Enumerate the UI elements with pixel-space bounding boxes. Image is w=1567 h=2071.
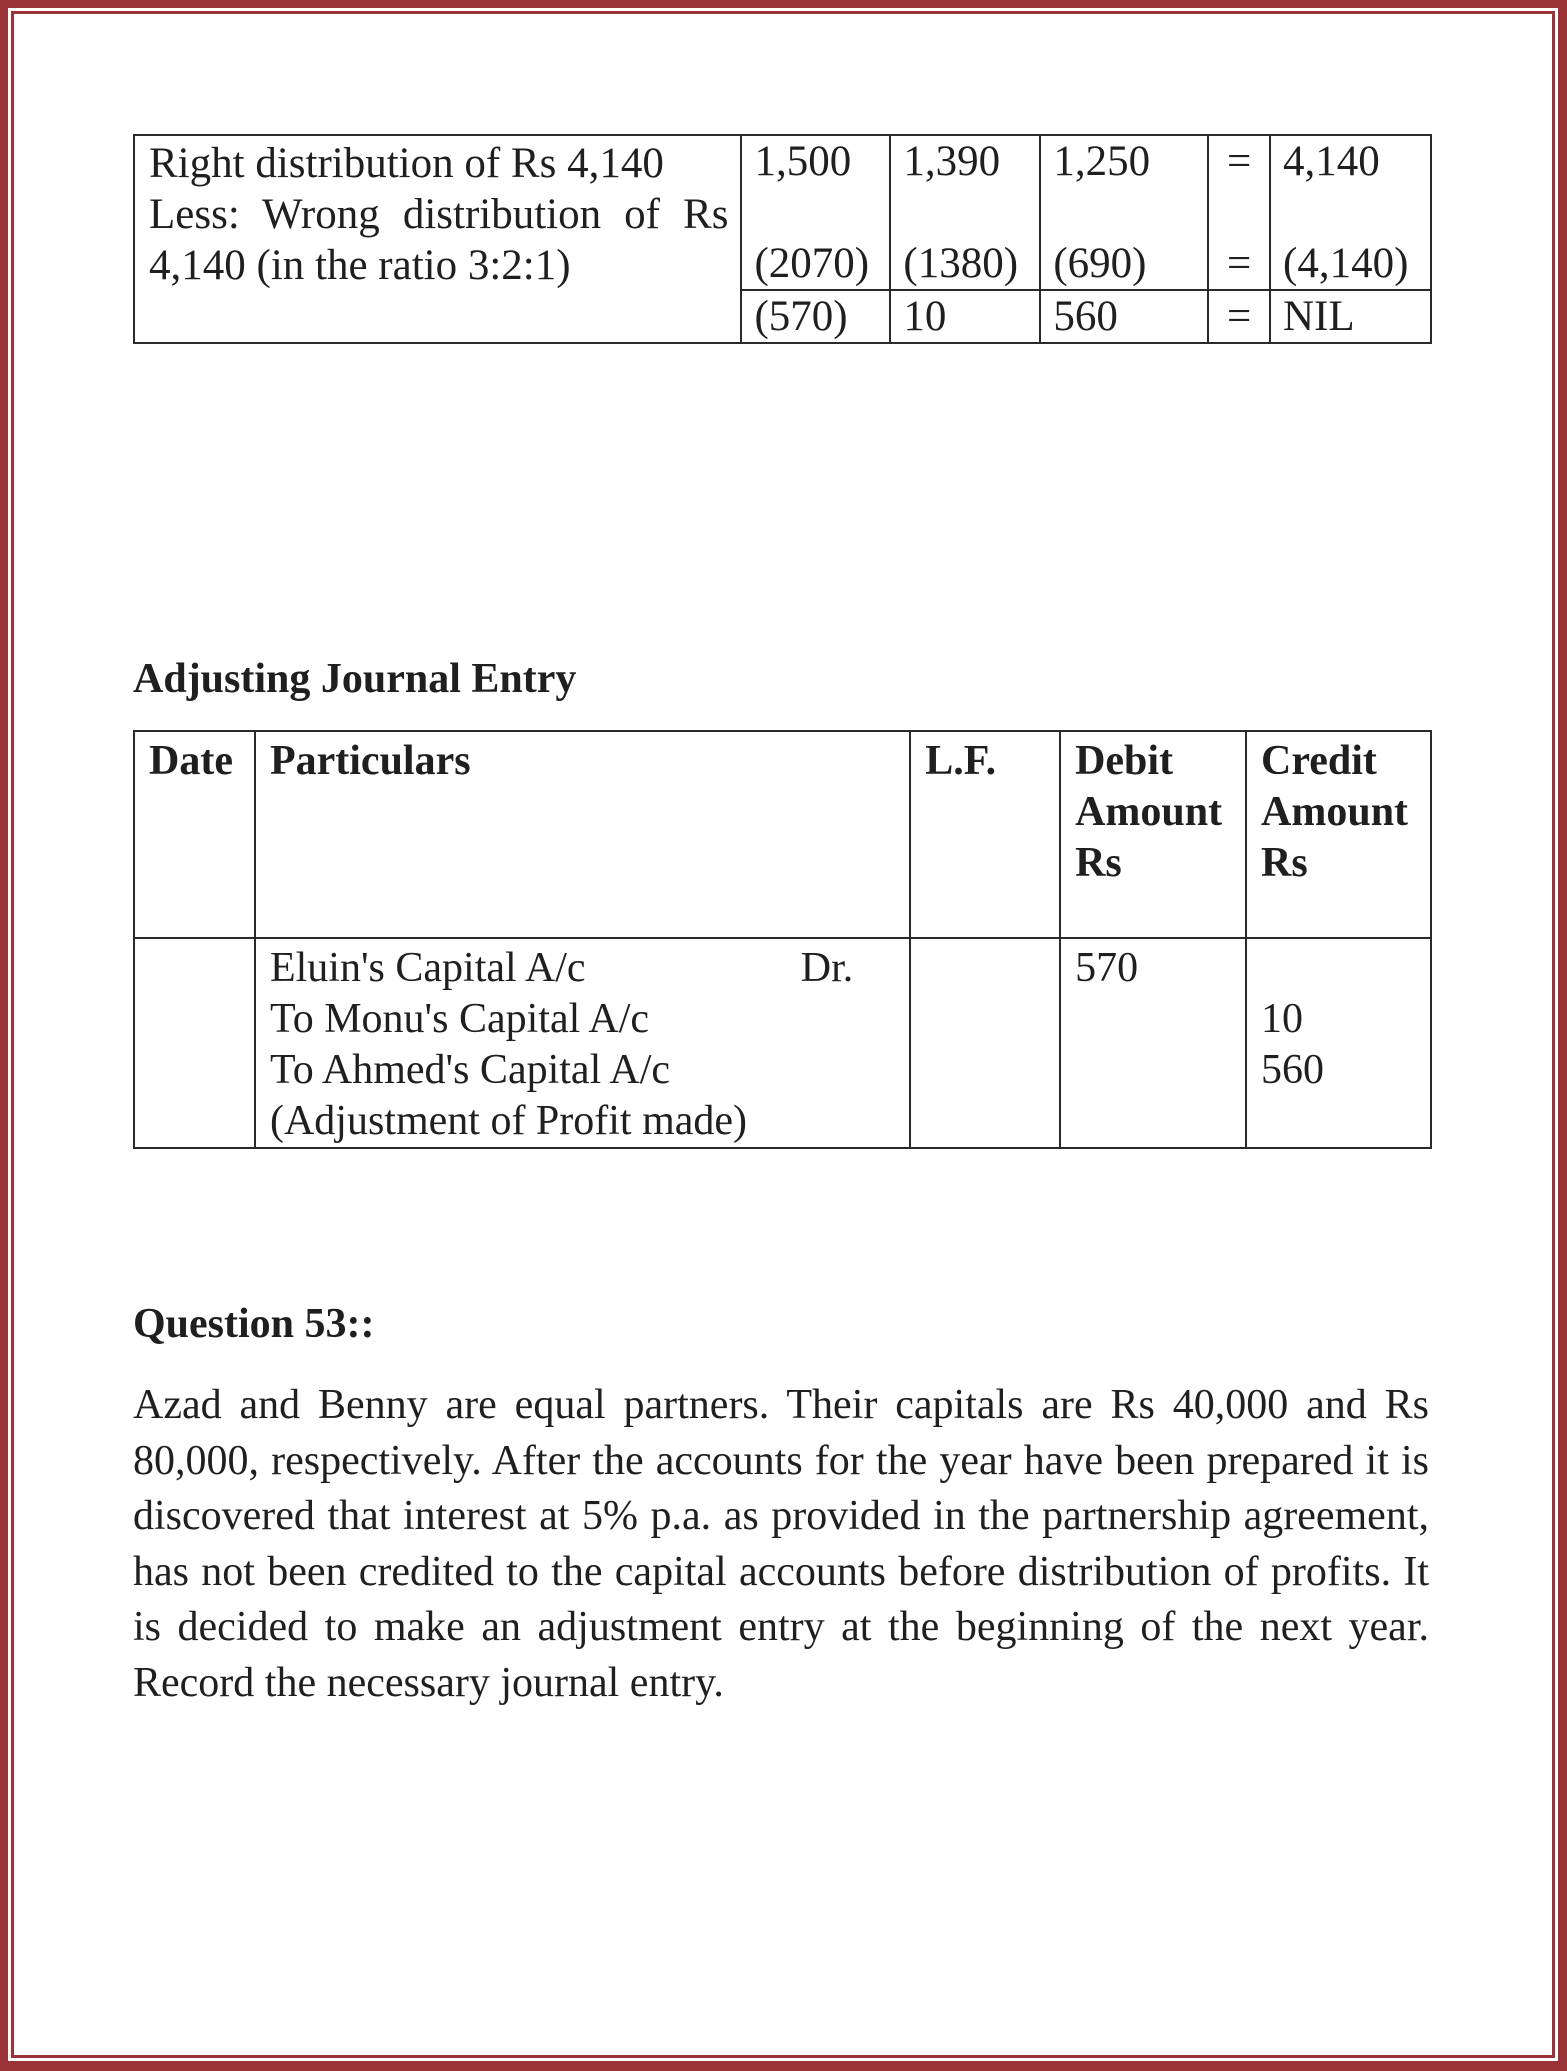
narration: (Adjustment of Profit made)	[269, 1098, 748, 1144]
question-text: Azad and Benny are equal partners. Their capitals are Rs 40,000 and Rs 80,000, respectively. After the accounts for the year have been prepared it is discovered that interest at 5% p.a. as provided in the partnership agreement, has not been credited to the capital accounts before distribution of profits. It is decided to make an adjustment entry at the beginning of the next year. Record the necessary journal entry.	[133, 1382, 1429, 1706]
dr-label: Dr.	[800, 945, 854, 991]
header-particulars: Particulars	[255, 731, 910, 938]
net-amount: (570)	[741, 290, 890, 343]
header-debit-line: Debit	[1075, 738, 1174, 784]
partner3-cell	[1040, 135, 1208, 290]
entry-date	[134, 938, 255, 1148]
distribution-table	[133, 134, 1432, 344]
net-amount: 10	[890, 290, 1040, 343]
journal-table	[133, 730, 1432, 1149]
total-cell	[1270, 135, 1431, 290]
equals-sign: =	[1226, 240, 1252, 287]
journal-title: Adjusting Journal Entry	[133, 656, 577, 702]
wrong-total: (4,140)	[1283, 240, 1409, 287]
right-amount: 1,250	[1053, 138, 1151, 185]
right-total: 4,140	[1283, 138, 1380, 185]
table-row	[134, 135, 1431, 290]
right-amount: 1,500	[754, 138, 852, 185]
credit-account: To Ahmed's Capital A/c	[269, 1047, 671, 1093]
header-debit-line: Amount	[1075, 789, 1223, 835]
wrong-amount: (2070)	[754, 240, 870, 287]
net-total: NIL	[1270, 290, 1431, 343]
entry-credit	[1246, 938, 1431, 1148]
right-amount: 1,390	[903, 138, 1001, 185]
header-credit-line: Amount	[1261, 789, 1409, 835]
header-credit-line: Credit	[1261, 738, 1377, 784]
header-date: Date	[134, 731, 255, 938]
credit-amount: 10	[1261, 996, 1304, 1042]
distribution-label	[134, 135, 741, 343]
label-line: Right distribution of Rs 4,140	[149, 140, 664, 187]
wrong-amount: (690)	[1053, 240, 1147, 287]
equals-sign: =	[1208, 290, 1270, 343]
label-line: Less: Wrong distribution of Rs	[149, 191, 729, 238]
header-debit-line: Rs	[1075, 840, 1122, 886]
wrong-amount: (1380)	[903, 240, 1019, 287]
journal-header-row	[134, 731, 1431, 938]
equals-cell	[1208, 135, 1270, 290]
header-credit	[1246, 731, 1431, 938]
partner1-cell	[741, 135, 890, 290]
journal-entry-row	[134, 938, 1431, 1148]
header-credit-line: Rs	[1261, 840, 1308, 886]
label-line: 4,140 (in the ratio 3:2:1)	[149, 242, 571, 289]
entry-lf	[910, 938, 1060, 1148]
entry-debit	[1060, 938, 1246, 1148]
header-debit	[1060, 731, 1246, 938]
header-lf: L.F.	[910, 731, 1060, 938]
credit-amount: 560	[1261, 1047, 1325, 1093]
debit-account: Eluin's Capital A/c	[269, 945, 586, 991]
equals-sign: =	[1226, 138, 1252, 185]
debit-amount: 570	[1075, 945, 1139, 991]
partner2-cell	[890, 135, 1040, 290]
net-amount: 560	[1040, 290, 1208, 343]
question-title: Question 53::	[133, 1301, 375, 1347]
credit-account: To Monu's Capital A/c	[269, 996, 650, 1042]
entry-particulars	[255, 938, 910, 1148]
